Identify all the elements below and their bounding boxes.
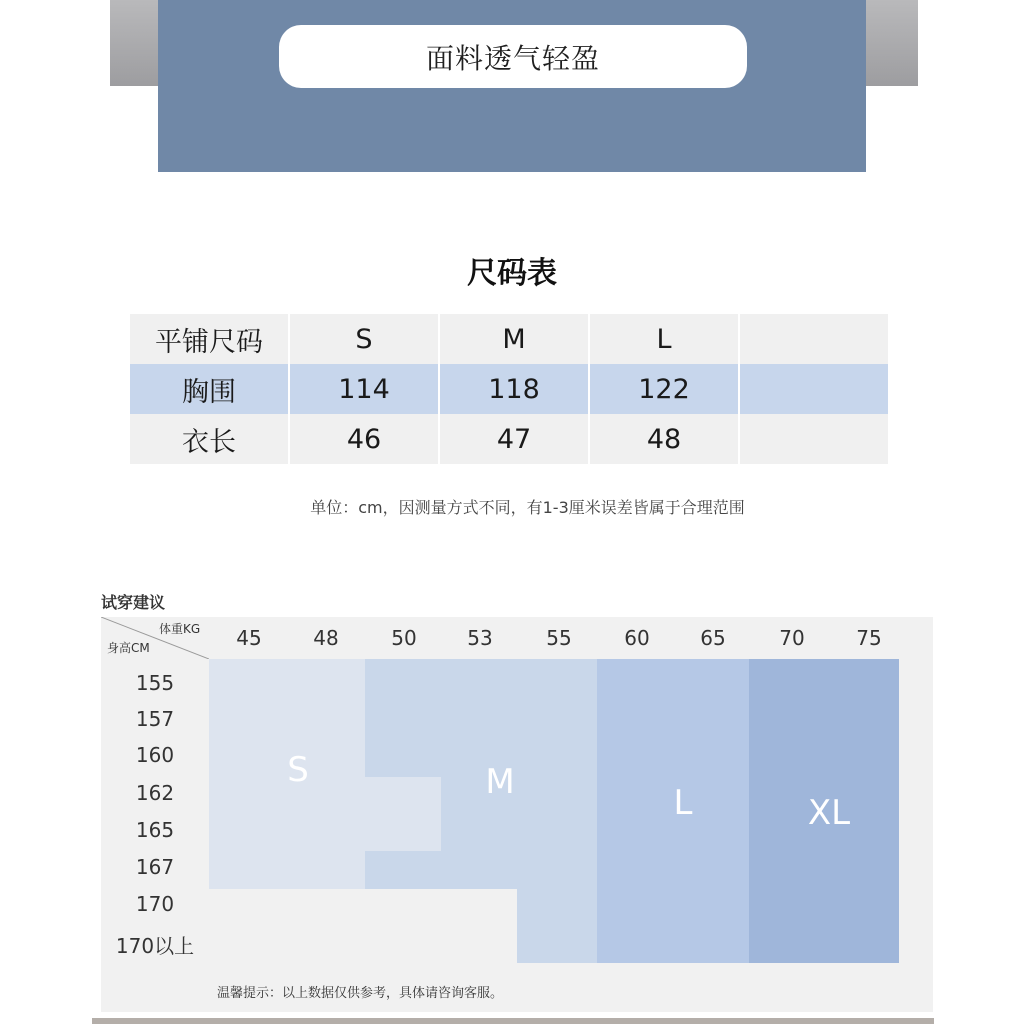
header-size-empty	[740, 314, 888, 364]
weight-tick: 53	[467, 626, 493, 650]
length-s: 46	[290, 414, 438, 464]
header-size-l: L	[590, 314, 738, 364]
bottom-bar	[92, 1018, 934, 1024]
length-l: 48	[590, 414, 738, 464]
size-note: 单位：cm，因测量方式不同，有1-3厘米误差皆属于合理范围	[310, 498, 745, 517]
height-tick: 157	[135, 707, 175, 731]
chest-empty	[740, 364, 888, 414]
zone-label-m: M	[485, 762, 515, 802]
weight-tick: 65	[700, 626, 726, 650]
weight-tick: 50	[391, 626, 417, 650]
length-empty	[740, 414, 888, 464]
header-size-s: S	[290, 314, 438, 364]
height-tick: 155	[135, 671, 175, 695]
weight-tick: 45	[236, 626, 262, 650]
chest-s: 114	[290, 364, 438, 414]
fit-chart-title: 试穿建议	[101, 593, 166, 612]
weight-tick: 70	[779, 626, 805, 650]
size-table	[130, 314, 890, 464]
banner-side-left	[110, 0, 162, 86]
weight-tick: 75	[856, 626, 882, 650]
height-tick: 167	[135, 855, 175, 879]
header-size-m: M	[440, 314, 588, 364]
chest-m: 118	[440, 364, 588, 414]
zone-label-xl: XL	[807, 793, 851, 833]
zone-label-l: L	[673, 783, 693, 823]
banner-side-right	[866, 0, 918, 86]
length-label: 衣长	[130, 414, 288, 464]
weight-header	[101, 617, 933, 659]
length-m: 47	[440, 414, 588, 464]
height-tick: 170以上	[115, 934, 195, 958]
height-axis-label: 身高CM	[107, 641, 150, 655]
chest-l: 122	[590, 364, 738, 414]
height-tick: 160	[135, 743, 175, 767]
size-table-title: 尺码表	[467, 256, 557, 291]
fit-tip: 温馨提示：以上数据仅供参考，具体请咨询客服。	[217, 986, 504, 1001]
height-tick: 170	[135, 892, 175, 916]
zone-label-s: S	[287, 750, 309, 790]
chest-label: 胸围	[130, 364, 288, 414]
weight-tick: 55	[546, 626, 572, 650]
height-tick: 162	[135, 781, 175, 805]
banner-text: 面料透气轻盈	[279, 25, 747, 88]
weight-tick: 60	[624, 626, 650, 650]
fit-chart	[101, 617, 933, 1012]
header-label: 平铺尺码	[130, 314, 288, 364]
weight-tick: 48	[313, 626, 339, 650]
height-tick: 165	[135, 818, 175, 842]
weight-axis-label: 体重KG	[159, 622, 201, 636]
